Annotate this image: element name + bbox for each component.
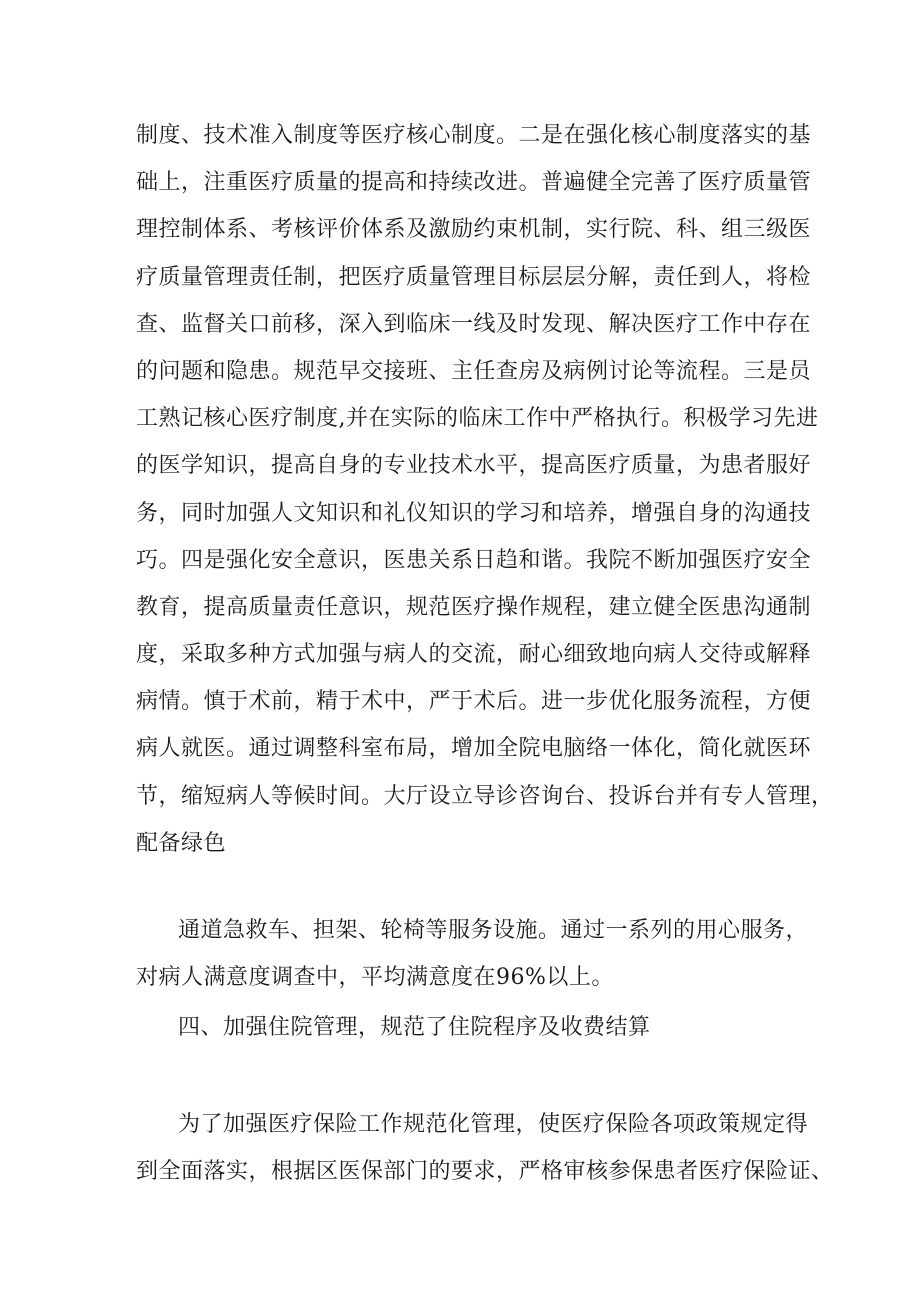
text-line: 病情。慎于术前，精于术中，严于术后。进一步优化服务流程，方便: [136, 689, 812, 715]
heading-text: 四、加强住院管理，规范了住院程序及收费结算: [178, 1015, 651, 1040]
text-line: 通道急救车、担架、轮椅等服务设施。通过一系列的用心服务，: [178, 918, 809, 943]
text-line: 查、监督关口前移，深入到临床一线及时发现、解决医疗工作中存在: [136, 311, 812, 337]
text-line: 对病人满意度调查中，平均满意度在96%以上。: [136, 965, 614, 990]
text-line: 务，同时加强人文知识和礼仪知识的学习和培养，增强自身的沟通技: [136, 500, 812, 526]
text-line: 的医学知识，提高自身的专业技术水平，提高医疗质量，为患者服好: [136, 453, 812, 479]
text-line: 础上，注重医疗质量的提高和持续改进。普遍健全完善了医疗质量管: [136, 170, 812, 196]
text-line: 度，采取多种方式加强与病人的交流，耐心细致地向病人交待或解释: [136, 642, 812, 668]
text-line: 理控制体系、考核评价体系及激励约束机制，实行院、科、组三级医: [136, 217, 812, 243]
text-line: 疗质量管理责任制，把医疗质量管理目标层层分解，责任到人，将检: [136, 264, 812, 290]
text-line: 工熟记核心医疗制度,并在实际的临床工作中严格执行。积极学习先进: [136, 406, 819, 432]
text-line: 的问题和隐患。规范早交接班、主任查房及病例讨论等流程。三是员: [136, 358, 812, 384]
text-line: 为了加强医疗保险工作规范化管理，使医疗保险各项政策规定得: [178, 1112, 809, 1137]
paragraph-main: [136, 112, 834, 867]
text-line: 教育，提高质量责任意识，规范医疗操作规程，建立健全医患沟通制: [136, 594, 812, 620]
paragraph-insurance: [136, 1055, 834, 1195]
section-heading: [136, 1004, 816, 1051]
text-line: 巧。四是强化安全意识，医患关系日趋和谐。我院不断加强医疗安全: [136, 547, 812, 573]
text-line: 到全面落实，根据区医保部门的要求，严格审核参保患者医疗保险证、: [136, 1159, 834, 1184]
text-line: 病人就医。通过调整科室布局，增加全院电脑络一体化，简化就医环: [136, 736, 812, 762]
text-line: 配备绿色: [136, 830, 227, 856]
paragraph-satisfaction: [136, 907, 816, 1001]
text-line: 制度、技术准入制度等医疗核心制度。二是在强化核心制度落实的基: [136, 123, 812, 148]
text-line: 节，缩短病人等候时间。大厅设立导诊咨询台、投诉台并有专人管理，: [136, 783, 834, 809]
